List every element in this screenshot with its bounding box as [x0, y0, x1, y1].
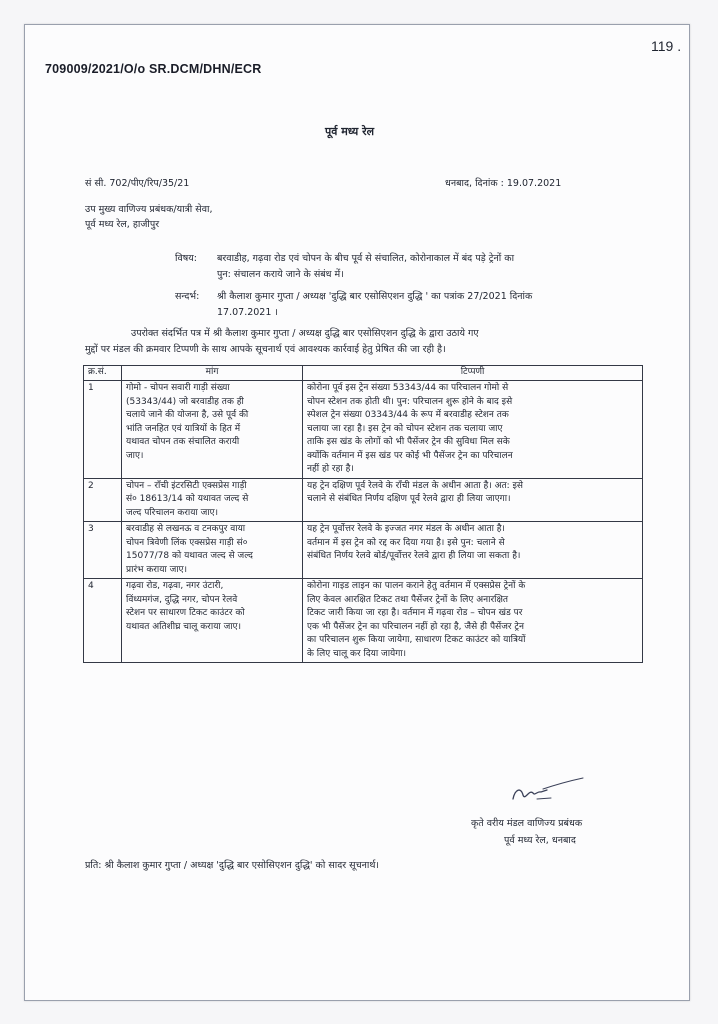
remark-line: यह ट्रेन दक्षिण पूर्व रेलवे के रॉंची मंडल के अधीन आता है। अत: इसे: [307, 480, 524, 491]
remark-line: के लिए चालू कर दिया जायेगा।: [307, 648, 407, 659]
row-remark: [303, 579, 643, 663]
row-serial: 2: [84, 478, 122, 522]
row-remark: [303, 381, 643, 479]
demand-line: (53343/44) जो बरवाडीह तक ही: [126, 396, 244, 407]
remark-line: संबंधित निर्णय रेलवे बोर्ड/पूर्वोत्तर रेलवे द्वारा ही लिया जा सकता है।: [307, 551, 521, 561]
row-remark: [303, 522, 643, 579]
remark-line: लिए केवल आरक्षित टिकट तथा पैसेंजर ट्रेनों के लिए अनारक्षित: [307, 594, 509, 605]
addressee-line: पूर्व मध्य रेल, हाजीपुर: [85, 219, 160, 230]
demand-line: चलाये जाने की योजना है, उसे पूर्व की: [126, 410, 249, 420]
table-row: [84, 579, 643, 663]
row-demand: [122, 381, 303, 479]
remark-line: नहीं हो रहा है।: [307, 464, 354, 474]
table-header-row: [84, 366, 643, 381]
row-serial: 1: [84, 381, 122, 479]
reference-line: श्री कैलाश कुमार गुप्ता / अध्यक्ष 'दुद्धि बार एसोसिएशन दुद्धि ' का पत्रांक 27/2021 दिनांक: [217, 291, 533, 302]
addressee-line: उप मुख्य वाणिज्य प्रबंधक/यात्री सेवा,: [85, 204, 213, 215]
remark-line: टिकट जारी किया जा रहा है। वर्तमान में गढ़वा रोड – चोपन खंड पर: [307, 608, 523, 618]
remarks-table: [83, 365, 643, 663]
table-row: [84, 478, 643, 522]
file-reference: 709009/2021/O/o SR.DCM/DHN/ECR: [45, 62, 262, 76]
page-number: 119 .: [651, 38, 682, 54]
subject-label: विषय:: [175, 253, 197, 264]
demand-line: भांति जनहित एवं यात्रियों के हित में: [126, 423, 241, 434]
demand-line: गोमो - चोपन सवारी गाड़ी संख्या: [126, 383, 230, 393]
row-demand: [122, 478, 303, 522]
remark-line: ताकि इस खंड के लोगों को भी पैसेंजर ट्रेन की सुविधा मिल सके: [307, 437, 510, 447]
demand-line: 15077/78 को यथावत जल्द से जल्द: [126, 551, 253, 561]
row-demand: [122, 579, 303, 663]
demand-line: गढ़वा रोड, गढ़वा, नगर उंटारी,: [126, 581, 224, 591]
letter-page: [24, 24, 690, 1001]
row-demand: [122, 522, 303, 579]
demand-line: प्रारंभ कराया जाए।: [126, 564, 188, 575]
remark-line: कोरोना पूर्व इस ट्रेन संख्या 53343/44 का परिचालन गोमो से: [307, 383, 509, 393]
place-date: धनबाद, दिनांक : 19.07.2021: [445, 178, 562, 189]
remark-line: चलाने से संबंधित निर्णय दक्षिण पूर्व रेलवे द्वारा ही लिया जाएगा।: [307, 494, 511, 504]
demand-line: स्टेशन पर साधारण टिकट काउंटर को: [126, 608, 245, 618]
organization-heading: पूर्व मध्य रेल: [325, 125, 375, 138]
body-line: मुद्दों पर मंडल की क्रमवार टिप्पणी के साथ आपके सूचनार्थ एवं आवश्यक कार्रवाई हेतु प्रेषित की जा रही है।: [85, 344, 446, 355]
header-remark: टिप्पणी: [303, 366, 643, 381]
demand-line: चोपन – रॉंची इंटरसिटी एक्सप्रेस गाड़ी: [126, 480, 247, 491]
signatory-office: पूर्व मध्य रेल, धनबाद: [504, 835, 576, 846]
row-serial: 3: [84, 522, 122, 579]
demand-line: सं० 18613/14 को यथावत जल्द से: [126, 494, 249, 504]
letter-number: सं सी. 702/पीए/रिप/35/21: [85, 178, 190, 189]
remark-line: एक भी पैसेंजर ट्रेन का परिचालन नहीं हो रहा है, जैसे ही पैसेंजर ट्रेन: [307, 621, 524, 632]
remark-line: यह ट्रेन पूर्वोत्तर रेलवे के इज्जत नगर मंडल के अधीन आता है।: [307, 524, 505, 534]
reference-label: सन्दर्भ:: [175, 291, 200, 302]
subject-line: पुन: संचालन कराये जाने के संबंध में।: [217, 269, 344, 280]
row-remark: [303, 478, 643, 522]
table-row: [84, 522, 643, 579]
demand-line: जल्द परिचालन कराया जाए।: [126, 507, 219, 518]
demand-line: चोपन त्रिवेणी लिंक एक्सप्रेस गाड़ी सं०: [126, 537, 248, 548]
demand-line: यथावत चोपन तक संचालित करायी: [126, 437, 240, 447]
remark-line: चोपन स्टेशन तक होती थी। पुन: परिचालन शुरू होने के बाद इसे: [307, 396, 513, 407]
header-demand: मांग: [122, 366, 303, 381]
row-serial: 4: [84, 579, 122, 663]
remark-line: क्योंकि वर्तमान में इस खंड पर कोई भी पैसेंजर ट्रेन का परिचालन: [307, 450, 513, 461]
remark-line: चलाया जा रहा है। इस ट्रेन को चोपन स्टेशन तक चलाया जाए: [307, 423, 503, 434]
demand-line: बरवाडीह से लखनऊ व टनकपुर वाया: [126, 524, 246, 534]
remark-line: वर्तमान में इस ट्रेन को रद्द कर दिया गया है। इसे पुन: चलाने से: [307, 537, 505, 548]
handwritten-signature: [507, 777, 587, 807]
demand-line: विंध्यमगंज, दुद्धि नगर, चोपन रेलवे: [126, 594, 238, 605]
header-serial: क्र.सं.: [84, 366, 122, 381]
demand-line: जाए।: [126, 450, 144, 461]
remark-line: कोरोना गाइड लाइन का पालन कराने हेतु वर्तमान में एक्सप्रेस ट्रेनों के: [307, 581, 526, 591]
copy-to-line: प्रति: श्री कैलाश कुमार गुप्ता / अध्यक्ष 'दुद्धि बार एसोसिएशन दुद्धि' को सादर सूचनार्थ।: [85, 860, 380, 871]
reference-line: 17.07.2021 ।: [217, 307, 279, 318]
signatory-designation: कृते वरीय मंडल वाणिज्य प्रबंधक: [471, 818, 583, 829]
subject-line: बरवाडीह, गढ़वा रोड एवं चोपन के बीच पूर्व से संचालित, कोरोनाकाल में बंद पड़े ट्रेनों का: [217, 253, 515, 264]
demand-line: यथावत अतिशीघ्र चालू कराया जाए।: [126, 621, 242, 632]
remark-line: का परिचालन शुरू किया जायेगा, साधारण टिकट काउंटर को यात्रियों: [307, 635, 526, 645]
table-row: [84, 381, 643, 479]
body-line: उपरोक्त संदर्भित पत्र में श्री कैलाश कुमार गुप्ता / अध्यक्ष दुद्धि बार एसोसिएशन दुद्धि के द्वारा उठाये गए: [131, 328, 479, 339]
remark-line: स्पेशल ट्रेन संख्या 03343/44 के रूप में बरवाडीह स्टेशन तक: [307, 410, 509, 420]
